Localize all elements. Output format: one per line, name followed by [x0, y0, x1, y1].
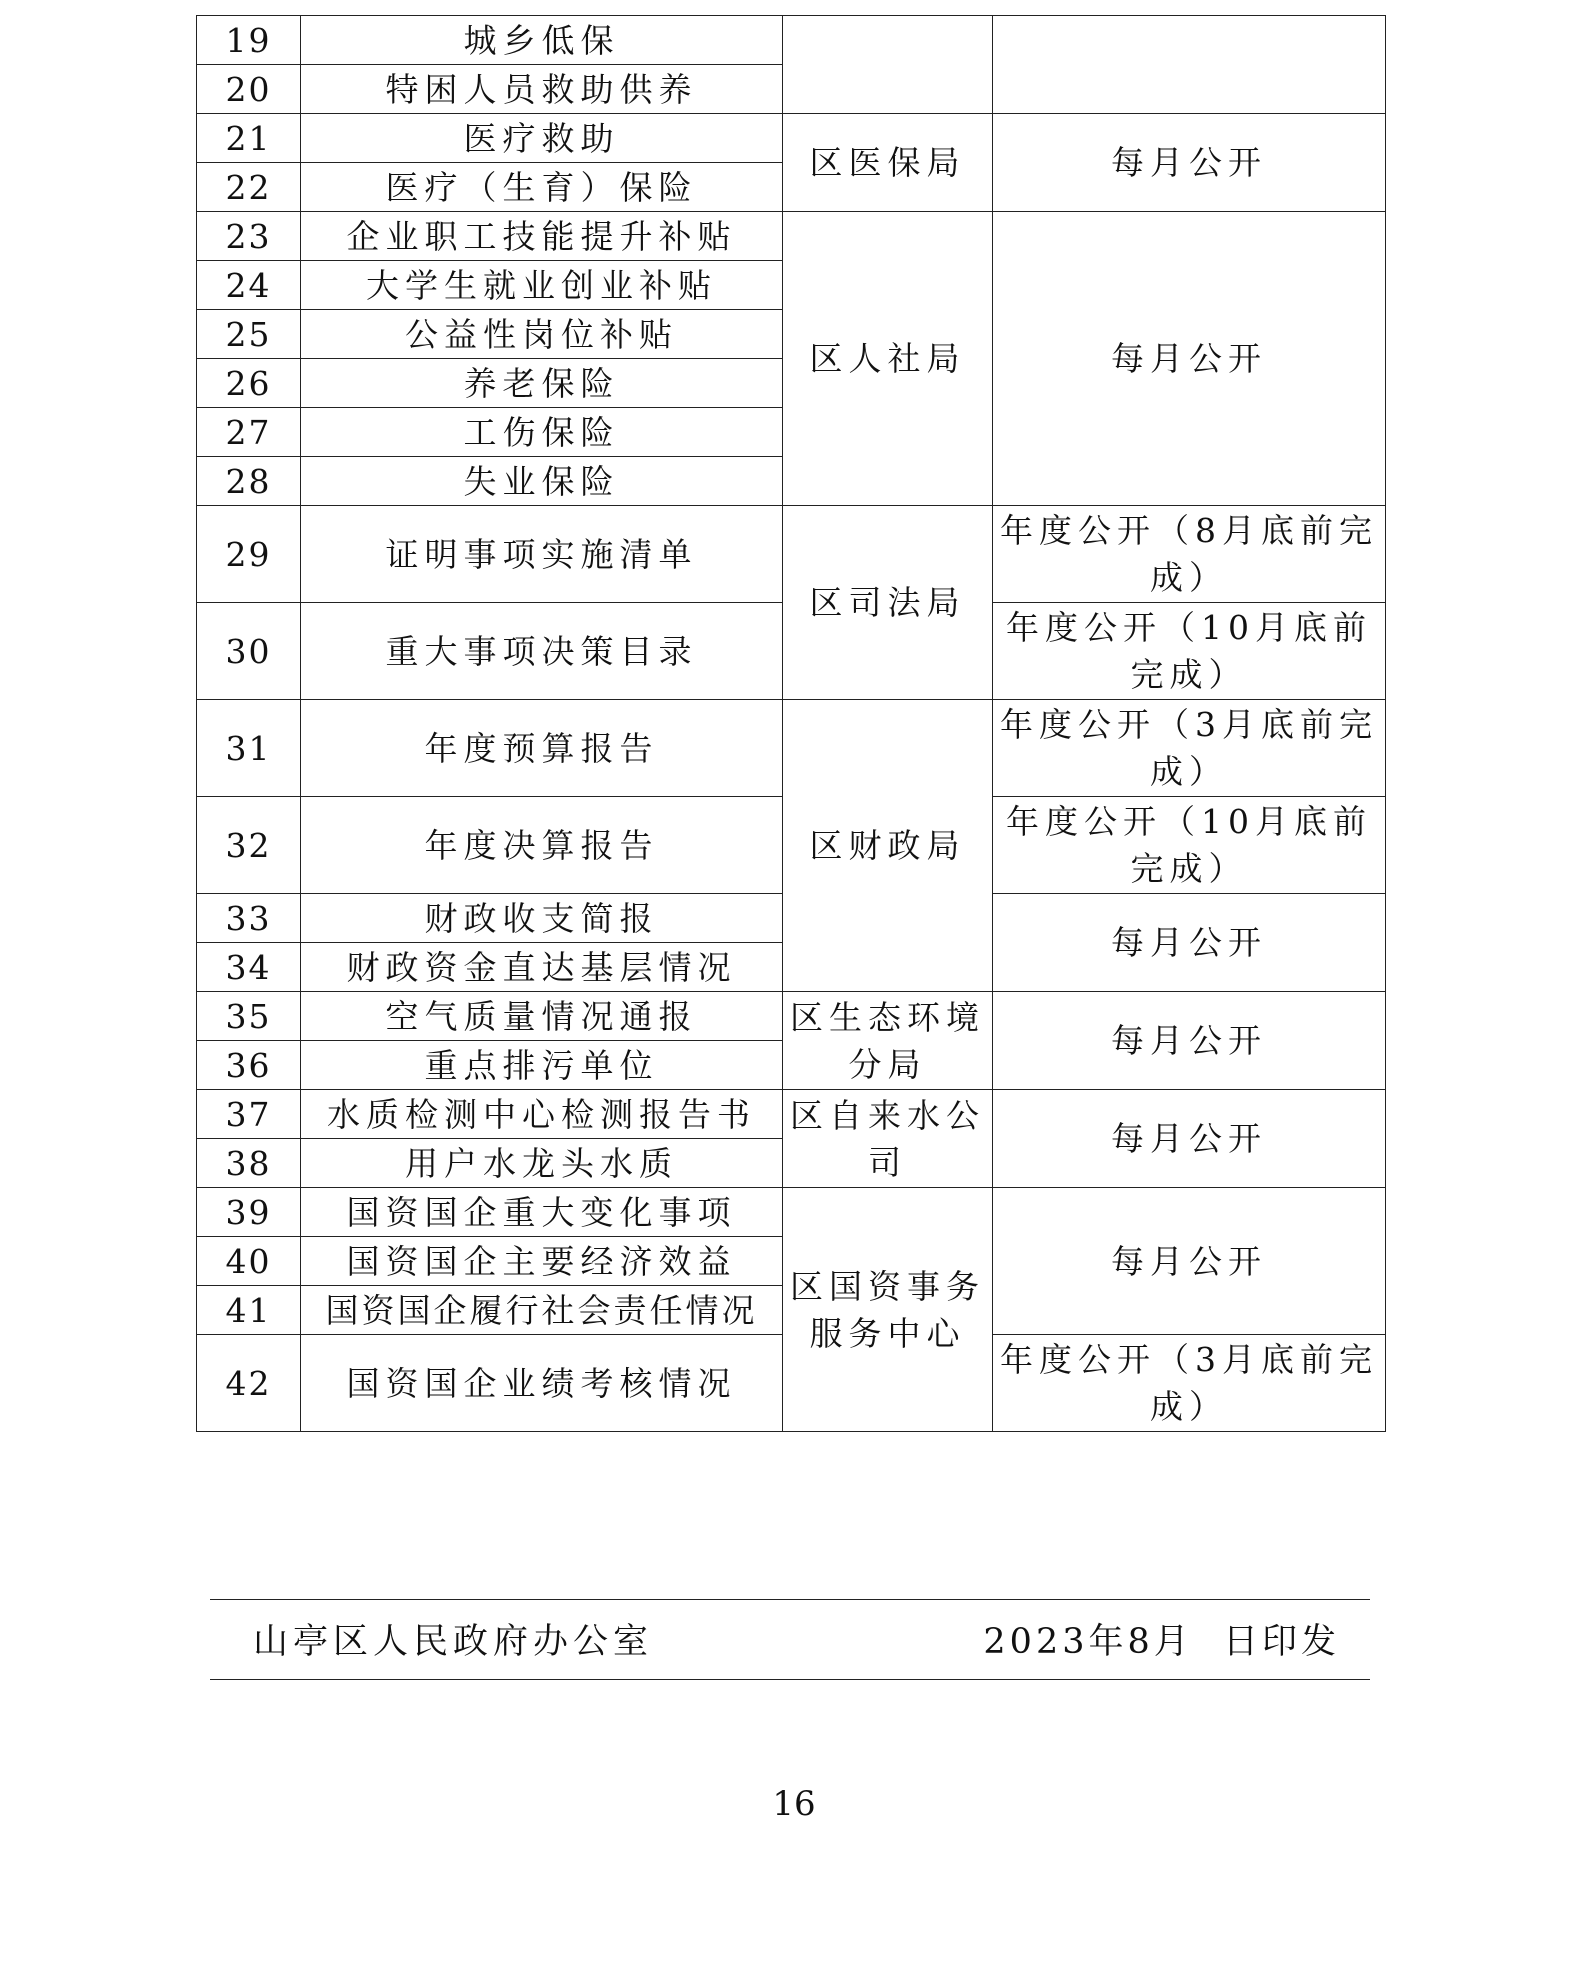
item-name: 大学生就业创业补贴 — [301, 261, 783, 310]
row-number: 25 — [197, 310, 301, 359]
department-cell: 区自来水公司 — [783, 1090, 993, 1188]
table-row — [197, 1188, 1386, 1237]
item-name: 工伤保险 — [301, 408, 783, 457]
item-name: 年度预算报告 — [301, 700, 783, 797]
department-cell: 区司法局 — [783, 506, 993, 700]
schedule-cell: 每月公开 — [993, 1090, 1386, 1188]
item-name: 城乡低保 — [301, 16, 783, 65]
issuing-office: 山亭区人民政府办公室 — [253, 1622, 654, 1662]
issue-date: 2023年8月 日印发 — [983, 1622, 1340, 1662]
department-cell: 区生态环境分局 — [783, 992, 993, 1090]
row-number: 23 — [197, 212, 301, 261]
department-cell: 区医保局 — [783, 114, 993, 212]
row-number: 30 — [197, 603, 301, 700]
row-number: 33 — [197, 894, 301, 943]
table-row — [197, 1090, 1386, 1139]
item-name: 财政收支简报 — [301, 894, 783, 943]
schedule-cell: 每月公开 — [993, 894, 1386, 992]
item-name: 空气质量情况通报 — [301, 992, 783, 1041]
table-row — [197, 114, 1386, 163]
department-cell-empty — [783, 16, 993, 114]
row-number: 19 — [197, 16, 301, 65]
schedule-cell: 每月公开 — [993, 992, 1386, 1090]
row-number: 34 — [197, 943, 301, 992]
row-number: 37 — [197, 1090, 301, 1139]
item-name: 用户水龙头水质 — [301, 1139, 783, 1188]
department-cell: 区国资事务服务中心 — [783, 1188, 993, 1432]
row-number: 22 — [197, 163, 301, 212]
table-row — [197, 212, 1386, 261]
table-row — [197, 506, 1386, 603]
table-row — [197, 700, 1386, 797]
row-number: 20 — [197, 65, 301, 114]
schedule-cell: 年度公开（10月底前完成） — [993, 797, 1386, 894]
department-cell: 区财政局 — [783, 700, 993, 992]
row-number: 26 — [197, 359, 301, 408]
table-row — [197, 992, 1386, 1041]
schedule-cell: 年度公开（10月底前完成） — [993, 603, 1386, 700]
item-name: 财政资金直达基层情况 — [301, 943, 783, 992]
row-number: 40 — [197, 1237, 301, 1286]
item-name: 医疗（生育）保险 — [301, 163, 783, 212]
page-number: 16 — [772, 1784, 816, 1824]
item-name: 失业保险 — [301, 457, 783, 506]
row-number: 35 — [197, 992, 301, 1041]
item-name: 养老保险 — [301, 359, 783, 408]
item-name: 国资国企履行社会责任情况 — [301, 1286, 783, 1335]
footer-bottom-rule — [210, 1679, 1370, 1680]
row-number: 28 — [197, 457, 301, 506]
item-name: 公益性岗位补贴 — [301, 310, 783, 359]
row-number: 27 — [197, 408, 301, 457]
disclosure-table — [196, 15, 1386, 1432]
item-name: 水质检测中心检测报告书 — [301, 1090, 783, 1139]
item-name: 国资国企重大变化事项 — [301, 1188, 783, 1237]
schedule-cell: 每月公开 — [993, 114, 1386, 212]
row-number: 32 — [197, 797, 301, 894]
item-name: 重点排污单位 — [301, 1041, 783, 1090]
schedule-cell-empty — [993, 16, 1386, 114]
schedule-cell: 年度公开（8月底前完成） — [993, 506, 1386, 603]
schedule-cell: 年度公开（3月底前完成） — [993, 1335, 1386, 1432]
item-name: 国资国企主要经济效益 — [301, 1237, 783, 1286]
department-cell: 区人社局 — [783, 212, 993, 506]
row-number: 21 — [197, 114, 301, 163]
item-name: 特困人员救助供养 — [301, 65, 783, 114]
footer-top-rule — [210, 1599, 1370, 1600]
schedule-cell: 年度公开（3月底前完成） — [993, 700, 1386, 797]
item-name: 证明事项实施清单 — [301, 506, 783, 603]
row-number: 41 — [197, 1286, 301, 1335]
row-number: 36 — [197, 1041, 301, 1090]
item-name: 年度决算报告 — [301, 797, 783, 894]
row-number: 24 — [197, 261, 301, 310]
row-number: 29 — [197, 506, 301, 603]
row-number: 39 — [197, 1188, 301, 1237]
row-number: 31 — [197, 700, 301, 797]
item-name: 重大事项决策目录 — [301, 603, 783, 700]
item-name: 医疗救助 — [301, 114, 783, 163]
row-number: 42 — [197, 1335, 301, 1432]
item-name: 国资国企业绩考核情况 — [301, 1335, 783, 1432]
schedule-cell: 每月公开 — [993, 1188, 1386, 1335]
row-number: 38 — [197, 1139, 301, 1188]
schedule-cell: 每月公开 — [993, 212, 1386, 506]
table-row — [197, 16, 1386, 65]
item-name: 企业职工技能提升补贴 — [301, 212, 783, 261]
